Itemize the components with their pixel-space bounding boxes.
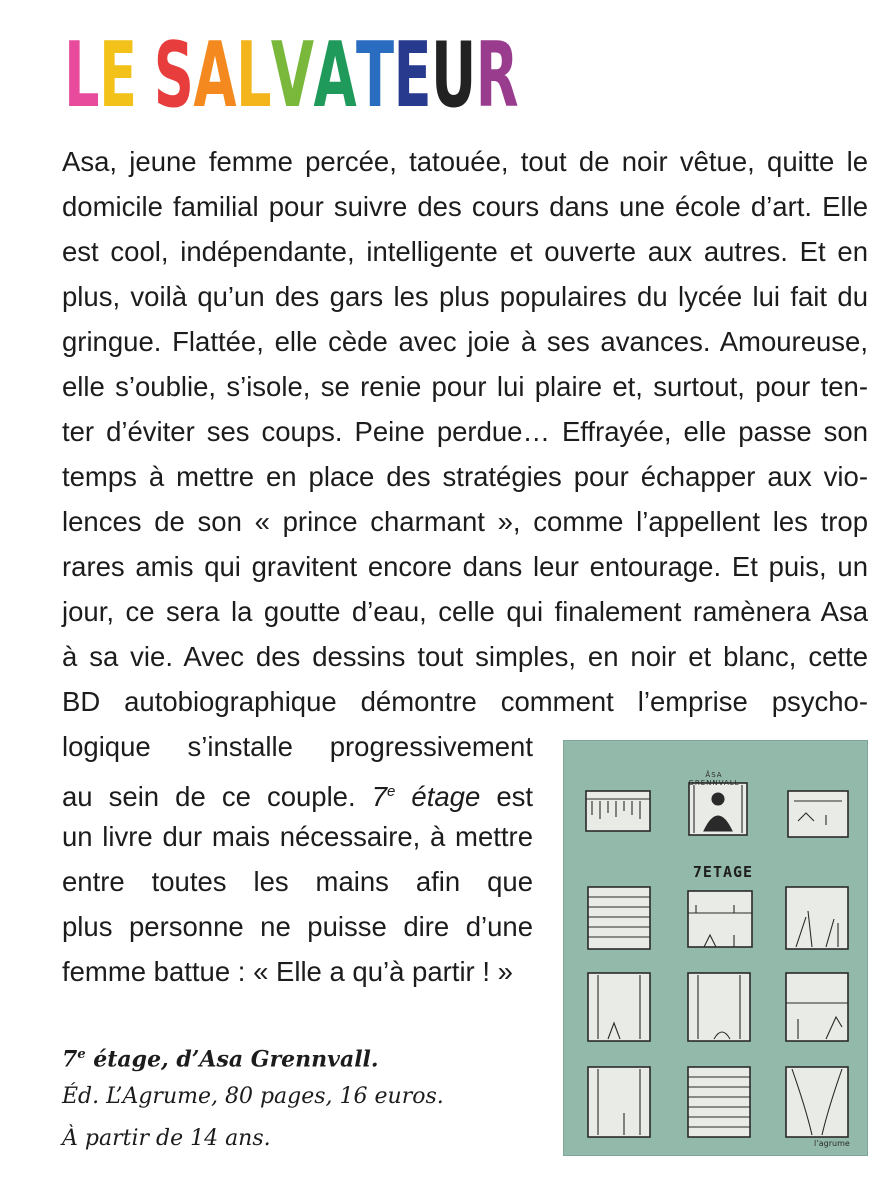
body-line: logique s’installe progressivement [62,731,533,762]
body-line [62,770,533,814]
body-line: à sa vie. Avec des dessins tout simples, en noir et blanc, cette [62,641,868,672]
body-line: plus personne ne puisse dire d’une [62,911,533,942]
book-cover-image [563,740,868,1156]
body-line: plus, voilà qu’un des gars les plus populaires du lycée lui fait du [62,281,868,312]
title-letter: L [235,23,271,128]
body-line: rares amis qui gravitent encore dans leur entourage. Et puis, un [62,551,868,582]
body-line: est cool, indépendante, intelligente et ouverte aux autres. Et en [62,236,868,267]
title-letter: A [313,23,357,128]
body-line: jour, ce sera la goutte d’eau, celle qui finalement ramènera Asa [62,596,868,627]
title-letter: A [193,23,236,128]
cover-author: ÅSA GRENNVALL [688,771,740,787]
body-fragment: au sein de ce couple. [62,781,356,813]
title-letter: E [98,23,137,128]
body-line: femme battue : « Elle a qu’à partir ! » [62,956,513,987]
body-line: BD autobiographique démontre comment l’emprise psycho- [62,686,868,717]
body-line: entre toutes les mains afin que [62,866,533,897]
title-letter: L [64,23,99,128]
body-line: Asa, jeune femme percée, tatouée, tout de noir vêtue, quitte le [62,146,868,177]
book-title-ref: 7e étage [371,781,481,813]
body-line: lences de son « prince charmant », comme l’appellent les trop [62,506,868,537]
credits-publisher: Éd. L’Agrume, 80 pages, 16 euros. [62,1084,444,1109]
cover-title: 7ETAGE [692,863,754,881]
credits-age: À partir de 14 ans. [62,1126,271,1151]
title-letter: T [356,23,394,128]
title-letter: R [475,23,519,128]
body-line: ter d’éviter ses coups. Peine perdue… Effrayée, elle passe son [62,416,868,447]
body-line: elle s’oublie, s’isole, se renie pour lui plaire et, surtout, pour ten- [62,371,868,402]
article-title [64,23,519,128]
window-grid-illustration [564,741,869,1157]
body-line: temps à mettre en place des stratégies pour échapper aux vio- [62,461,868,492]
body-line: domicile familial pour suivre des cours dans une école d’art. Elle [62,191,868,222]
credits-title: 7e étage, d’Asa Grennvall. [62,1046,379,1073]
title-letter: V [270,23,314,128]
title-letter: E [393,23,431,128]
body-line: un livre dur mais nécessaire, à mettre [62,821,533,852]
title-letter: U [430,23,476,128]
book-credits [62,1034,542,1160]
cover-publisher: l’agrume [814,1139,850,1148]
title-letter: S [153,23,194,128]
body-fragment: est [496,781,534,813]
body-line: gringue. Flattée, elle cède avec joie à ses avances. Amoureuse, [62,326,868,357]
